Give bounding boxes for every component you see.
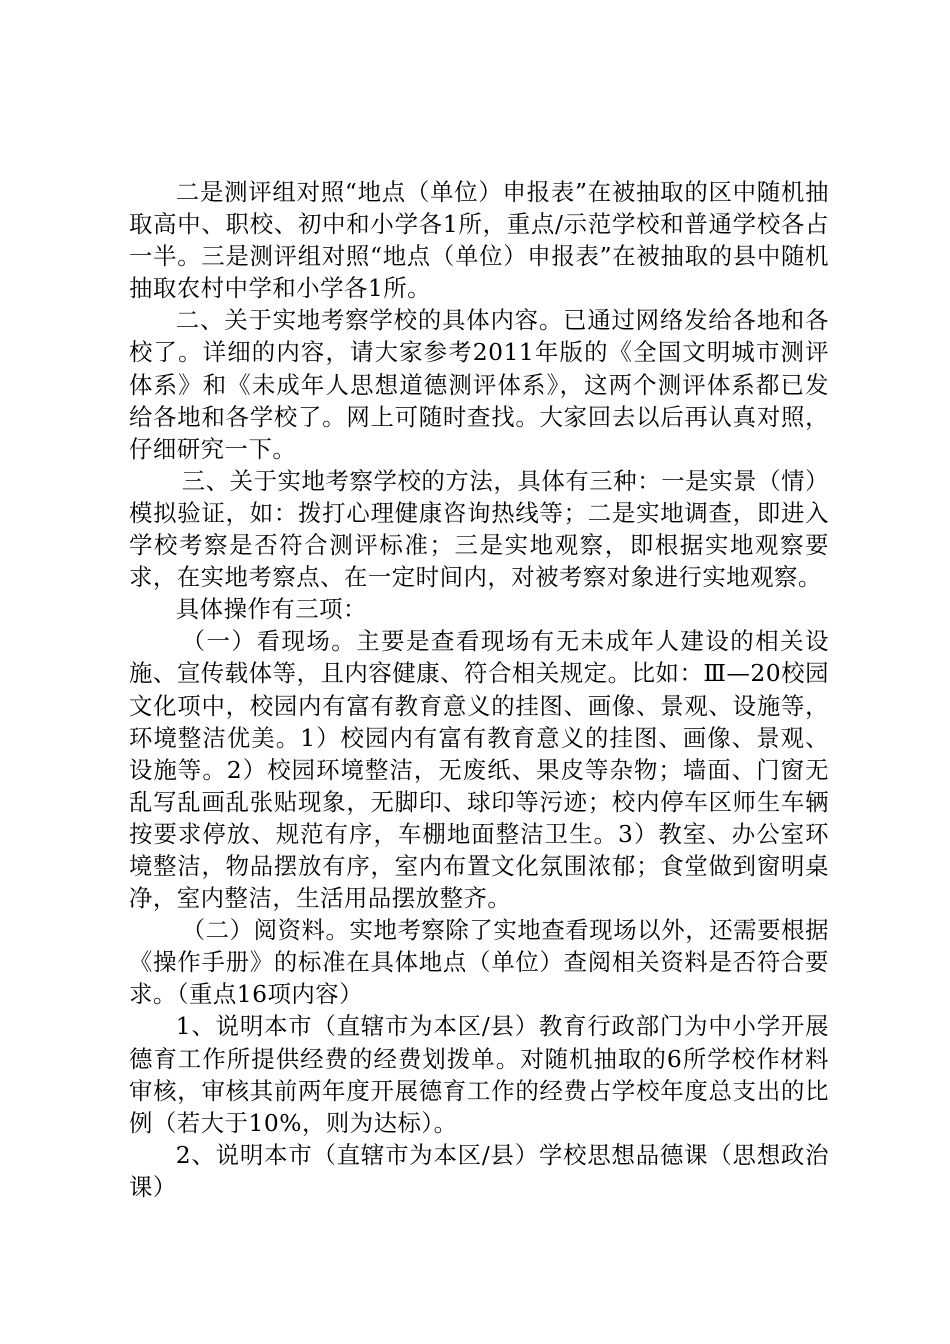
paragraph-section-three: 三、关于实地考察学校的方法，具体有三种：一是实景（情）模拟验证，如：拨打心理健康咨询热线等；二是实地调查，即进入学校考察是否符合测评标准；三是实地观察，即根据实地观察要求，在实地考察点、在一定时间内，对被考察对象进行实地观察。	[129, 466, 829, 592]
paragraph-section-two: 二、关于实地考察学校的具体内容。已通过网络发给各地和各校了。详细的内容，请大家参考2011年版的《全国文明城市测评体系》和《未成年人思想道德测评体系》，这两个测评体系都已发给各地和各学校了。网上可随时查找。大家回去以后再认真对照，仔细研究一下。	[129, 306, 829, 463]
paragraph-view-site: （一）看现场。主要是查看现场有无未成年人建设的相关设施、宣传载体等，且内容健康、符合相关规定。比如：Ⅲ—20校园文化项中，校园内有富有教育意义的挂图、画像、景观、设施等，环境整洁优美。1）校园内有富有教育意义的挂图、画像、景观、设施等。2）校园环境整洁，无废纸、果皮等杂物；墙面、门窗无乱写乱画乱张贴现象，无脚印、球印等污迹；校内停车区师生车辆按要求停放、规范有序，车棚地面整洁卫生。3）教室、办公室环境整洁，物品摆放有序，室内布置文化氛围浓郁；食堂做到窗明桌净，室内整洁，生活用品摆放整齐。	[129, 627, 829, 913]
paragraph-item-one: 1、说明本市（直辖市为本区/县）教育行政部门为中小学开展德育工作所提供经费的经费划拨单。对随机抽取的6所学校作材料审核，审核其前两年度开展德育工作的经费占学校年度总支出的比例（若大于10%，则为达标）。	[129, 1012, 829, 1137]
paragraph-operations-heading: 具体操作有三项：	[175, 595, 367, 624]
document-page	[129, 176, 829, 1203]
paragraph-sampling-method: 二是测评组对照“地点（单位）申报表”在被抽取的区中随机抽取高中、职校、初中和小学各1所，重点/示范学校和普通学校各占一半。三是测评组对照“地点（单位）申报表”在被抽取的县中随机抽取农村中学和小学各1所。	[129, 178, 829, 303]
paragraph-item-two: 2、说明本市（直辖市为本区/县）学校思想品德课（思想政治课）	[129, 1140, 829, 1201]
paragraph-read-materials: （二）阅资料。实地考察除了实地查看现场以外，还需要根据《操作手册》的标准在具体地点（单位）查阅相关资料是否符合要求。（重点16项内容）	[129, 916, 829, 1009]
